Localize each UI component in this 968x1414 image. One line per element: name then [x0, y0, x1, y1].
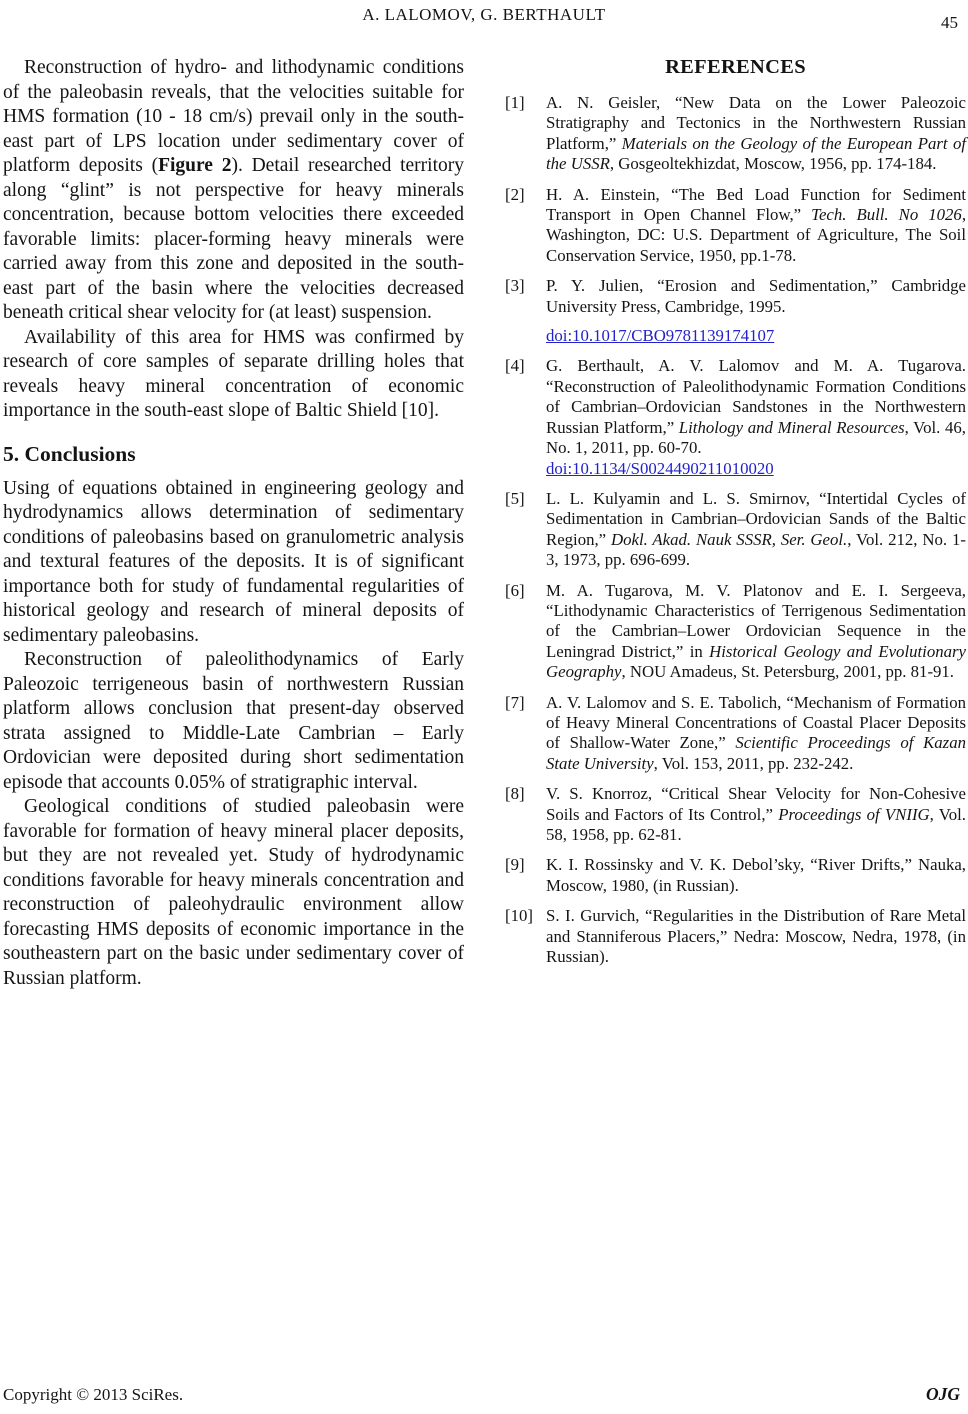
reference-number: [1] — [505, 93, 525, 112]
reference-item — [505, 489, 966, 571]
text-segment: Reconstruction of hydro- and lithodynamic conditions of the paleobasin reveals, that the velocities suitable for HMS formation (10 - 18 cm/s) prevail only in the south-east part of LPS location under sedimentary cover of platform deposits ( — [3, 57, 464, 176]
doi-link[interactable]: doi:10.1017/CBO9781139174107 — [546, 326, 775, 346]
reference-number: [7] — [505, 692, 525, 712]
text-segment: A. N. Geisler, “New Data on the Lower Paleozoic Stratigraphy and Tectonics in the Northwestern Russian Platform,” — [546, 93, 966, 153]
reference-item — [505, 276, 966, 346]
text-segment: M. A. Tugarova, M. V. Platonov and E. I. Sergeeva, “Lithodynamic Characteristics of Terrigenous Sedimentation of the Cambrian–Lower Ordovician Sequence in the Leningrad District,” in — [546, 580, 966, 661]
reference-number: [5] — [505, 488, 525, 508]
text-segment: , Washington, DC: U.S. Department of Agriculture, The Soil Conservation Service, 1950, pp.1-78. — [546, 205, 967, 265]
reference-number: [4] — [505, 356, 525, 376]
reference-number: [3] — [505, 276, 525, 296]
reference-text — [546, 489, 966, 571]
reference-item — [505, 784, 966, 845]
text-segment: K. I. Rossinsky and V. K. Debol’sky, “River Drifts,” Nauka, Moscow, 1980, (in Russian). — [546, 855, 966, 895]
reference-text — [546, 855, 966, 896]
reference-text — [546, 581, 966, 683]
text-segment: , Vol. 153, 2011, pp. 232-242. — [653, 753, 854, 773]
reference-item — [505, 356, 966, 478]
text-segment: , Gosgeoltekhizdat, Moscow, 1956, pp. 174-184. — [609, 154, 937, 174]
text-segment: Geological conditions of studied paleobasin were favorable for formation of heavy mineral placer deposits, but they are not revealed yet. Study of hydrodynamic conditions favorable for heavy minerals concentration and reconstruction of paleohydraulic environment allow forecasting HMS deposits of economic importance in the southeastern part on the basic under sedimentary cover of Russian platform. — [3, 796, 464, 989]
right-column — [505, 56, 966, 991]
reference-item — [505, 855, 966, 896]
reference-text — [546, 784, 966, 845]
paragraph — [3, 648, 464, 795]
paragraph — [3, 56, 464, 326]
text-segment: S. I. Gurvich, “Regularities in the Distribution of Rare Metal and Stanniferous Placers,” Nedra: Moscow, Nedra, 1978, (in Russian). — [546, 906, 966, 967]
reference-item — [505, 185, 966, 267]
journal-abbrev: OJG — [925, 1384, 960, 1404]
text-segment: Lithology and Mineral Resources — [678, 417, 905, 437]
reference-number: [10] — [505, 906, 533, 926]
text-segment: Availability of this area for HMS was confirmed by research of core samples of separate drilling holes that reveals heavy mineral concentration of economic importance in the south-east slope of Baltic Shield [10]. — [3, 326, 464, 421]
reference-text — [546, 356, 966, 478]
text-segment: Materials on the Geology of the European Part of the USSR — [546, 133, 966, 174]
reference-item — [505, 693, 966, 775]
paragraph — [3, 326, 464, 424]
text-segment: , NOU Amadeus, St. Petersburg, 2001, pp. 81-91. — [621, 662, 955, 682]
page-number: 45 — [941, 13, 958, 32]
text-segment: Scientific Proceedings of Kazan State University — [546, 733, 966, 773]
reference-item — [505, 93, 966, 175]
text-segment: A. V. Lalomov and S. E. Tabolich, “Mechanism of Formation of Heavy Mineral Concentrations of Coastal Placer Deposits of Shallow-Water Zone,” — [546, 692, 966, 753]
reference-text — [546, 276, 966, 346]
text-segment: Dokl. Akad. Nauk SSSR, Ser. Geol. — [611, 529, 848, 549]
text-segment: G. Berthault, A. V. Lalomov and M. A. Tugarova. “Reconstruction of Paleolithodynamic Formation Conditions of Cambrian–Ordovician Sandstones in the Northwestern Russian Platform,” — [546, 356, 966, 437]
text-segment: P. Y. Julien, “Erosion and Sedimentation,” Cambridge University Press, Cambridge, 1995. — [546, 276, 966, 316]
reference-item — [505, 906, 966, 967]
text-segment: Reconstruction of paleolithodynamics of Early Paleozoic terrigeneous basin of northwestern Russian platform allows conclusion that present-day observed strata assigned to Middle-Late Cambrian – Early Ordovician were deposited during short sedimentation episode that accounts 0.05% of stratigraphic interval. — [3, 649, 464, 793]
paragraph — [3, 477, 464, 649]
text-segment: Historical Geology and Evolutionary Geography — [546, 641, 966, 682]
section-heading: 5. Conclusions — [3, 441, 136, 466]
text-segment: V. S. Knorroz, “Critical Shear Velocity for Non-Cohesive Soils and Factors of Its Control,” — [546, 784, 966, 824]
text-segment: , Vol. 212, No. 1-3, 1973, pp. 696-699. — [546, 529, 966, 570]
left-column — [3, 56, 464, 991]
doi-link[interactable]: doi:10.1134/S0024490211010020 — [546, 458, 774, 478]
reference-number: [8] — [505, 784, 525, 804]
text-segment: H. A. Einstein, “The Bed Load Function for Sediment Transport in Open Channel Flow,” — [546, 184, 966, 225]
reference-text — [546, 693, 966, 775]
text-segment: ). Detail researched territory along “glint” is not perspective for heavy minerals concentration, because bottom velocities there exceeded favorable limits: placer-forming heavy minerals were carried away from this zone and deposited in the south-east part of the basin where the velocities decreased beneath critical shear velocity for (at least) suspension. — [3, 155, 464, 323]
text-segment: L. L. Kulyamin and L. S. Smirnov, “Intertidal Cycles of Sedimentation in Cambrian–Ordovician Sands of the Baltic Region,” — [546, 488, 966, 549]
text-segment: Using of equations obtained in engineering geology and hydrodynamics allows determination of sedimentary conditions of paleobasins based on granulometric analysis and textural features of the deposits. It is of significant importance both for study of fundamental regularities of historical geology and research of mineral deposits of sedimentary paleobasins. — [3, 477, 464, 646]
two-column-body — [3, 56, 966, 991]
reference-number: [2] — [505, 184, 525, 204]
text-segment: Tech. Bull. No 1026 — [811, 205, 962, 225]
reference-number: [6] — [505, 580, 525, 600]
text-segment: , Vol. 46, No. 1, 2011, pp. 60-70. — [546, 417, 966, 458]
reference-item — [505, 581, 966, 683]
references-title: REFERENCES — [665, 56, 806, 78]
text-segment: , Vol. 58, 1958, pp. 62-81. — [546, 804, 966, 844]
reference-text — [546, 93, 966, 175]
running-title: A. LALOMOV, G. BERTHAULT — [362, 5, 606, 24]
text-segment: Figure 2 — [158, 155, 232, 176]
text-segment: Proceedings of VNIIG — [778, 804, 930, 824]
reference-list — [505, 93, 966, 967]
footer-copyright: Copyright © 2013 SciRes. — [3, 1385, 184, 1404]
paragraph — [3, 795, 464, 991]
reference-text — [546, 185, 966, 267]
reference-number: [9] — [505, 855, 525, 875]
reference-text — [546, 906, 966, 967]
